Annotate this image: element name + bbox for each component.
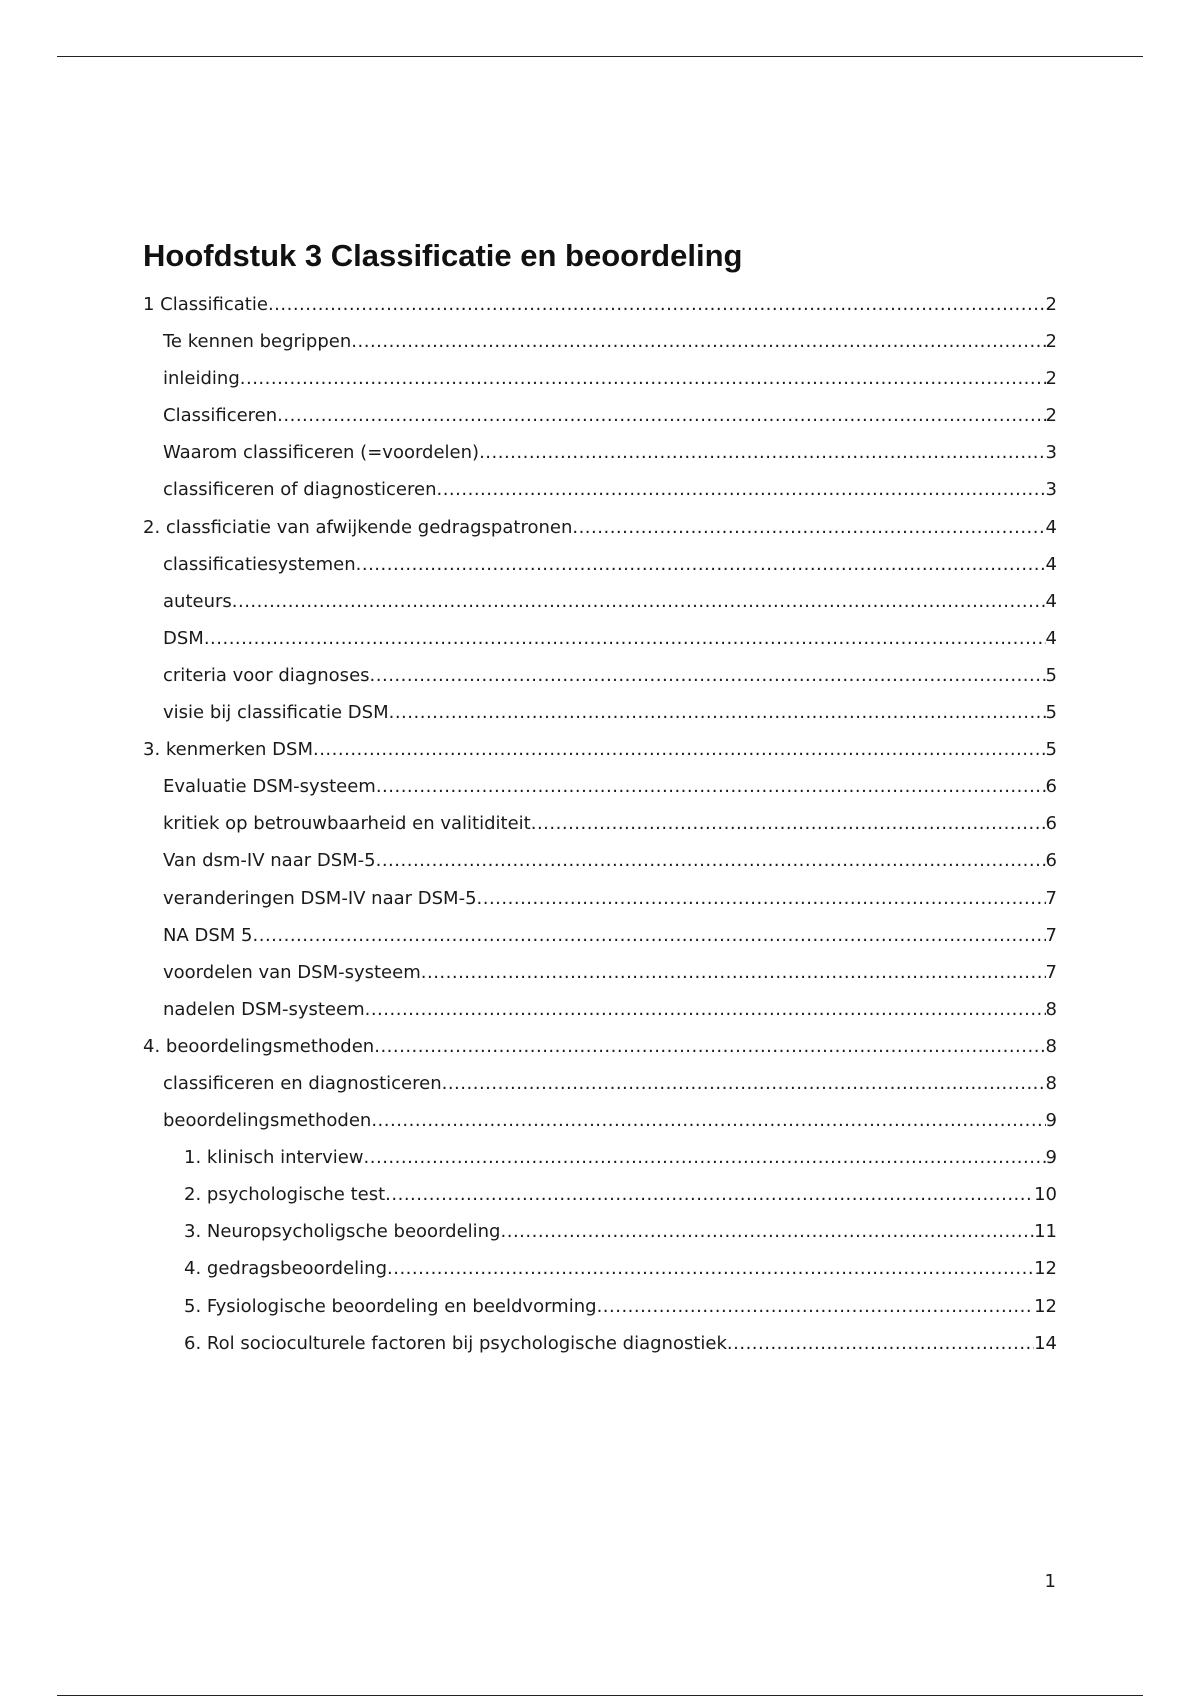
page-bottom-rule	[57, 1695, 1143, 1696]
toc-entry-page: 2	[1045, 405, 1057, 427]
toc-entry-label: 3. kenmerken DSM	[143, 739, 313, 761]
toc-entry[interactable]	[143, 1250, 1057, 1287]
toc-entry-page: 10	[1034, 1184, 1057, 1206]
toc-entry[interactable]	[143, 1213, 1057, 1250]
toc-dot-leader	[376, 842, 1046, 879]
toc-entry-label: 2. psychologische test	[184, 1184, 386, 1206]
toc-entry-label: NA DSM 5	[163, 924, 253, 946]
toc-entry-page: 5	[1045, 739, 1057, 761]
toc-entry[interactable]	[143, 731, 1057, 768]
toc-dot-leader	[313, 731, 1046, 768]
toc-entry[interactable]	[143, 805, 1057, 842]
toc-entry-label: voordelen van DSM-systeem	[163, 961, 421, 983]
toc-entry-page: 7	[1045, 961, 1057, 983]
toc-entry[interactable]	[143, 842, 1057, 879]
toc-entry[interactable]	[143, 1288, 1057, 1325]
toc-entry[interactable]	[143, 397, 1057, 434]
toc-dot-leader	[374, 1028, 1045, 1065]
toc-dot-leader	[477, 880, 1046, 917]
toc-entry-label: Classificeren	[163, 405, 278, 427]
toc-entry-page: 12	[1034, 1258, 1057, 1280]
toc-dot-leader	[240, 360, 1046, 397]
toc-dot-leader	[232, 583, 1046, 620]
toc-entry-label: Waarom classificeren (=voordelen)	[163, 442, 480, 464]
toc-dot-leader	[442, 1065, 1046, 1102]
table-of-contents	[143, 286, 1057, 1362]
page-number: 1	[1044, 1571, 1056, 1592]
toc-entry-page: 4	[1045, 553, 1057, 575]
toc-entry-page: 8	[1045, 1072, 1057, 1094]
page-top-rule	[57, 56, 1143, 57]
toc-entry-label: classificatiesystemen	[163, 553, 356, 575]
toc-entry-label: veranderingen DSM-IV naar DSM-5	[163, 887, 477, 909]
toc-dot-leader	[376, 768, 1046, 805]
toc-entry-label: Evaluatie DSM-systeem	[163, 776, 376, 798]
toc-dot-leader	[370, 657, 1046, 694]
toc-dot-leader	[204, 620, 1046, 657]
toc-dot-leader	[268, 286, 1046, 323]
toc-dot-leader	[387, 1250, 1034, 1287]
toc-dot-leader	[356, 546, 1046, 583]
toc-dot-leader	[479, 434, 1045, 471]
toc-entry-label: criteria voor diagnoses	[163, 664, 370, 686]
toc-entry[interactable]	[143, 880, 1057, 917]
toc-entry-page: 4	[1045, 627, 1057, 649]
toc-entry-page: 11	[1034, 1221, 1057, 1243]
toc-entry[interactable]	[143, 546, 1057, 583]
toc-entry-label: classificeren en diagnosticeren	[163, 1072, 442, 1094]
toc-entry[interactable]	[143, 620, 1057, 657]
toc-dot-leader	[364, 1139, 1046, 1176]
toc-entry-label: 4. gedragsbeoordeling	[184, 1258, 388, 1280]
toc-entry-page: 4	[1045, 590, 1057, 612]
toc-entry-label: Te kennen begrippen	[163, 331, 352, 353]
toc-dot-leader	[727, 1325, 1034, 1362]
toc-dot-leader	[253, 917, 1046, 954]
toc-entry[interactable]	[143, 694, 1057, 731]
toc-entry-label: 5. Fysiologische beoordeling en beeldvorming	[184, 1295, 597, 1317]
toc-entry-page: 8	[1045, 1035, 1057, 1057]
toc-entry-page: 9	[1045, 1147, 1057, 1169]
toc-entry[interactable]	[143, 323, 1057, 360]
toc-entry-label: DSM	[163, 627, 204, 649]
toc-entry-label: nadelen DSM-systeem	[163, 998, 365, 1020]
toc-entry[interactable]	[143, 1028, 1057, 1065]
toc-entry-page: 3	[1045, 479, 1057, 501]
toc-entry-label: 4. beoordelingsmethoden	[143, 1035, 375, 1057]
toc-dot-leader	[371, 1102, 1045, 1139]
toc-dot-leader	[351, 323, 1045, 360]
toc-entry[interactable]	[143, 768, 1057, 805]
toc-dot-leader	[597, 1288, 1035, 1325]
toc-entry-page: 7	[1045, 887, 1057, 909]
toc-dot-leader	[385, 1176, 1034, 1213]
toc-entry-label: Van dsm-IV naar DSM-5	[163, 850, 376, 872]
toc-entry-page: 7	[1045, 924, 1057, 946]
toc-entry-label: 2. classficiatie van afwijkende gedragspatronen	[143, 516, 573, 538]
toc-entry-label: inleiding	[163, 368, 240, 390]
toc-dot-leader	[531, 805, 1046, 842]
toc-entry[interactable]	[143, 509, 1057, 546]
toc-entry-page: 5	[1045, 664, 1057, 686]
toc-entry-label: 3. Neuropsycholigsche beoordeling	[184, 1221, 501, 1243]
toc-entry-label: visie bij classificatie DSM	[163, 702, 389, 724]
toc-entry[interactable]	[143, 1139, 1057, 1176]
toc-entry-page: 5	[1045, 702, 1057, 724]
toc-entry-page: 12	[1034, 1295, 1057, 1317]
toc-entry-label: 6. Rol socioculturele factoren bij psychologische diagnostiek	[184, 1332, 727, 1354]
page-title: Hoofdstuk 3 Classificatie en beoordeling	[143, 238, 743, 273]
toc-entry[interactable]	[143, 1176, 1057, 1213]
toc-entry-page: 9	[1045, 1110, 1057, 1132]
toc-entry-page: 2	[1045, 294, 1057, 315]
toc-entry-page: 2	[1045, 368, 1057, 390]
toc-entry-label: 1. klinisch interview	[184, 1147, 364, 1169]
toc-dot-leader	[389, 694, 1046, 731]
toc-entry[interactable]	[143, 1065, 1057, 1102]
toc-entry-label: beoordelingsmethoden	[163, 1110, 372, 1132]
toc-entry[interactable]	[143, 583, 1057, 620]
toc-entry[interactable]	[143, 1102, 1057, 1139]
toc-entry-page: 4	[1045, 516, 1057, 538]
toc-entry[interactable]	[143, 954, 1057, 991]
toc-entry-label: auteurs	[163, 590, 232, 612]
toc-entry[interactable]	[143, 657, 1057, 694]
toc-entry-page: 6	[1045, 813, 1057, 835]
toc-dot-leader	[572, 509, 1045, 546]
toc-dot-leader	[365, 991, 1046, 1028]
toc-entry-label: kritiek op betrouwbaarheid en valitiditeit	[163, 813, 531, 835]
toc-entry-page: 6	[1045, 776, 1057, 798]
toc-dot-leader	[436, 471, 1045, 508]
toc-entry-label: classificeren of diagnosticeren	[163, 479, 437, 501]
toc-entry[interactable]	[143, 917, 1057, 954]
toc-entry-page: 6	[1045, 850, 1057, 872]
toc-entry[interactable]	[143, 286, 1057, 323]
toc-entry[interactable]	[143, 991, 1057, 1028]
toc-dot-leader	[421, 954, 1046, 991]
toc-entry[interactable]	[143, 360, 1057, 397]
toc-entry[interactable]	[143, 1325, 1057, 1362]
toc-entry-page: 3	[1045, 442, 1057, 464]
toc-entry-label: 1 Classificatie	[143, 294, 268, 315]
toc-entry[interactable]	[143, 434, 1057, 471]
toc-dot-leader	[277, 397, 1045, 434]
toc-entry-page: 2	[1045, 331, 1057, 353]
toc-entry-page: 14	[1034, 1332, 1057, 1354]
toc-dot-leader	[501, 1213, 1035, 1250]
toc-entry-page: 8	[1045, 998, 1057, 1020]
toc-entry[interactable]	[143, 471, 1057, 508]
